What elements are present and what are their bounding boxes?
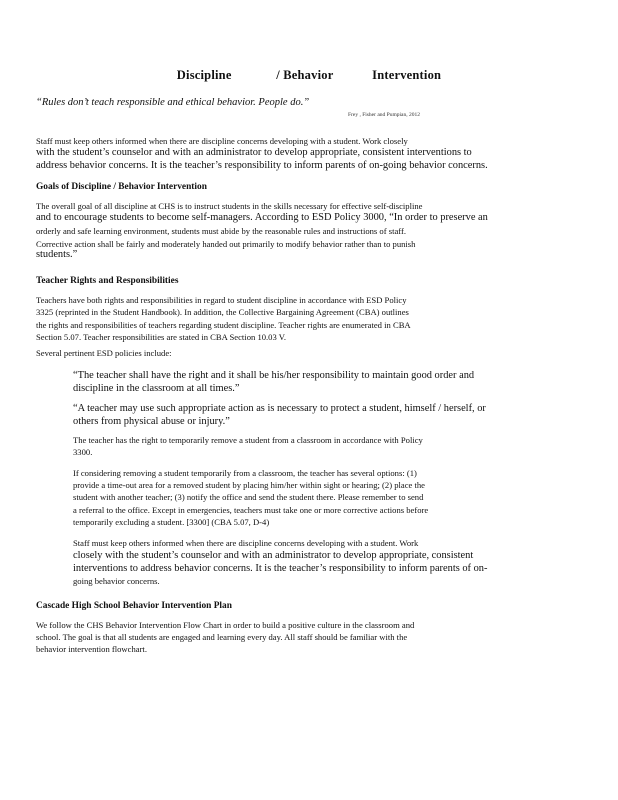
bullet-3-line-1: The teacher has the right to temporarily remove a student from a classroom in accordance with Policy — [73, 435, 423, 445]
goals-line-4: Corrective action shall be fairly and moderately handed out primarily to modify behavior rather than to punish — [36, 239, 416, 249]
title-part-discipline: Discipline — [176, 68, 232, 82]
bullet-5-line-4: going behavior concerns. — [73, 576, 160, 586]
title-part-intervention: Intervention — [372, 68, 442, 82]
goals-line-1: The overall goal of all discipline at CHS is to instruct students in the skills necessary for effective self-discipline — [36, 201, 423, 211]
title-part-behavior: / Behavior — [276, 68, 334, 82]
intro-line-1: Staff must keep others informed when there are discipline concerns developing with a student. Work closely — [36, 136, 408, 146]
document-title — [0, 68, 618, 83]
rights-line-5: Several pertinent ESD policies include: — [36, 348, 172, 358]
cascade-heading: Cascade High School Behavior Intervention Plan — [36, 601, 232, 611]
rights-line-3: the rights and responsibilities of teachers regarding student discipline. Teacher rights are enumerated in CBA — [36, 320, 411, 330]
quote-attribution: Frey , Fisher and Pumpian, 2012 — [348, 112, 420, 118]
rights-heading: Teacher Rights and Responsibilities — [36, 276, 179, 286]
rights-line-2: 3325 (reprinted in the Student Handbook). In addition, the Collective Bargaining Agreement (CBA) outlines — [36, 307, 409, 317]
bullet-1-line-1: “The teacher shall have the right and it shall be his/her responsibility to maintain good order and — [73, 370, 475, 381]
opening-quote: “Rules don’t teach responsible and ethical behavior. People do.” — [36, 97, 310, 108]
intro-line-2: with the student’s counselor and with an administrator to develop appropriate, consistent interventions to — [36, 147, 472, 158]
intro-line-3: address behavior concerns. It is the teacher’s responsibility to inform parents of on-going behavior concerns. — [36, 160, 488, 171]
bullet-4-line-1: If considering removing a student temporarily from a classroom, the teacher has several options: (1) — [73, 468, 417, 478]
bullet-4-line-3: student with another teacher; (3) notify the office and send the student there. Please remember to send — [73, 492, 424, 502]
rights-line-1: Teachers have both rights and responsibilities in regard to student discipline in accordance with ESD Policy — [36, 295, 407, 305]
bullet-4-line-2: provide a time-out area for a removed student by placing him/her within sight or hearing; (2) place the — [73, 480, 425, 490]
cascade-line-2: school. The goal is that all students are engaged and learning every day. All staff should be familiar with the — [36, 632, 408, 642]
bullet-5-line-3: interventions to address behavior concerns. It is the teacher’s responsibility to inform parents of on- — [73, 563, 488, 574]
goals-line-3: orderly and safe learning environment, students must abide by the reasonable rules and instructions of staff. — [36, 226, 406, 236]
bullet-4-line-4: a referral to the office. Except in emergencies, teachers must take one or more corrective actions before — [73, 505, 429, 515]
bullet-4-line-5: temporarily excluding a student. [3300] (CBA 5.07, D-4) — [73, 517, 270, 527]
cascade-line-1: We follow the CHS Behavior Intervention Flow Chart in order to build a positive culture in the classroom and — [36, 620, 415, 630]
bullet-1-line-2: discipline in the classroom at all times.” — [73, 383, 240, 394]
bullet-2-line-1: “A teacher may use such appropriate action as is necessary to protect a student, himself / herself, or — [73, 403, 486, 414]
goals-heading: Goals of Discipline / Behavior Intervention — [36, 182, 207, 192]
bullet-3-line-2: 3300. — [73, 447, 93, 457]
goals-line-2: and to encourage students to become self-managers. According to ESD Policy 3000, “In order to preserve an — [36, 212, 488, 223]
bullet-2-line-2: others from physical abuse or injury.” — [73, 416, 230, 427]
cascade-line-3: behavior intervention flowchart. — [36, 644, 147, 654]
bullet-5-line-2: closely with the student’s counselor and with an administrator to develop appropriate, consistent — [73, 550, 474, 561]
rights-line-4: Section 5.07. Teacher responsibilities are stated in CBA Section 10.03 V. — [36, 332, 287, 342]
bullet-5-line-1: Staff must keep others informed when there are discipline concerns developing with a student. Work — [73, 538, 419, 548]
goals-line-5: students.” — [36, 249, 78, 260]
